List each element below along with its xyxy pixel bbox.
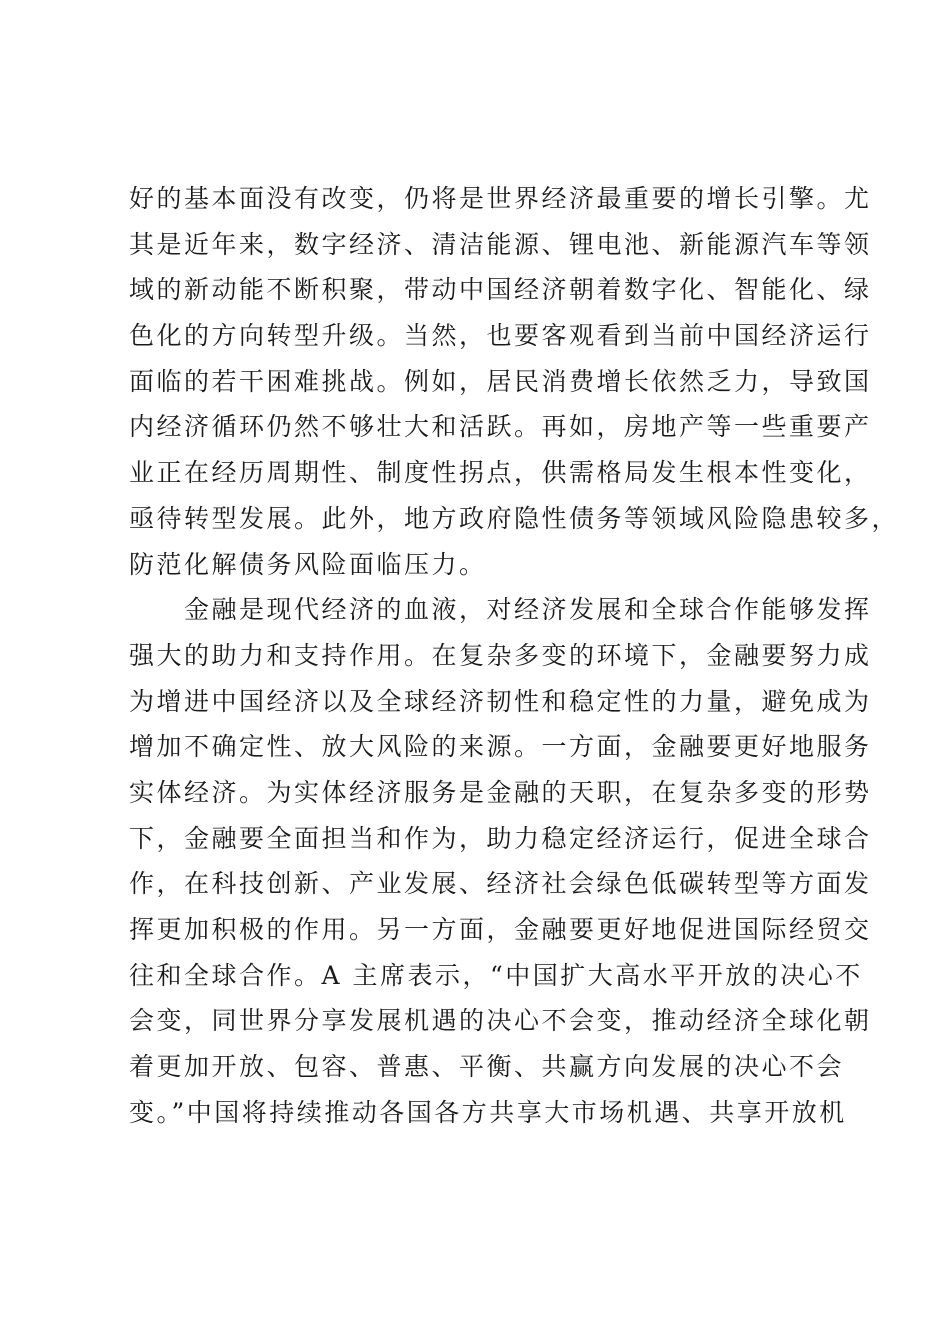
text-line: 会变，同世界分享发展机遇的决心不会变，推动经济全球化朝 [129, 1006, 872, 1036]
text-line: 实体经济。为实体经济服务是金融的天职，在复杂多变的形势 [129, 777, 872, 807]
text-line: 往和全球合作。A 主席表示，“中国扩大高水平开放的决心不 [129, 960, 863, 990]
text-line: 亟待转型发展。此外，地方政府隐性债务等领域风险隐患较多， [129, 503, 900, 533]
text-line: 为增进中国经济以及全球经济韧性和稳定性的力量，避免成为 [129, 686, 872, 716]
text-line: 面临的若干困难挑战。例如，居民消费增长依然乏力，导致国 [129, 366, 872, 396]
text-line: 作，在科技创新、产业发展、经济社会绿色低碳转型等方面发 [129, 869, 872, 899]
text-line: 金融是现代经济的血液，对经济发展和全球合作能够发挥 [129, 595, 872, 625]
text-line: 域的新动能不断积聚，带动中国经济朝着数字化、智能化、绿 [129, 275, 872, 305]
text-line: 业正在经历周期性、制度性拐点，供需格局发生根本性变化， [129, 458, 872, 488]
text-line: 色化的方向转型升级。当然，也要客观看到当前中国经济运行 [129, 321, 872, 351]
paragraph-1 [129, 176, 900, 587]
text-line: 下，金融要全面担当和作为，助力稳定经济运行，促进全球合 [129, 823, 872, 853]
text-line: 变。”中国将持续推动各国各方共享大市场机遇、共享开放机 [129, 1097, 847, 1127]
text-line: 其是近年来，数字经济、清洁能源、锂电池、新能源汽车等领 [129, 229, 872, 259]
text-line: 内经济循环仍然不够壮大和活跃。再如，房地产等一些重要产 [129, 412, 872, 442]
text-line: 强大的助力和支持作用。在复杂多变的环境下，金融要努力成 [129, 640, 872, 670]
paragraph-2 [129, 587, 872, 1135]
text-line: 着更加开放、包容、普惠、平衡、共赢方向发展的决心不会 [129, 1052, 845, 1082]
body-text [129, 176, 900, 1135]
text-line: 防范化解债务风险面临压力。 [129, 549, 487, 579]
text-line: 增加不确定性、放大风险的来源。一方面，金融要更好地服务 [129, 732, 872, 762]
text-line: 挥更加积极的作用。另一方面，金融要更好地促进国际经贸交 [129, 915, 872, 944]
text-line: 好的基本面没有改变，仍将是世界经济最重要的增长引擎。尤 [129, 184, 872, 213]
